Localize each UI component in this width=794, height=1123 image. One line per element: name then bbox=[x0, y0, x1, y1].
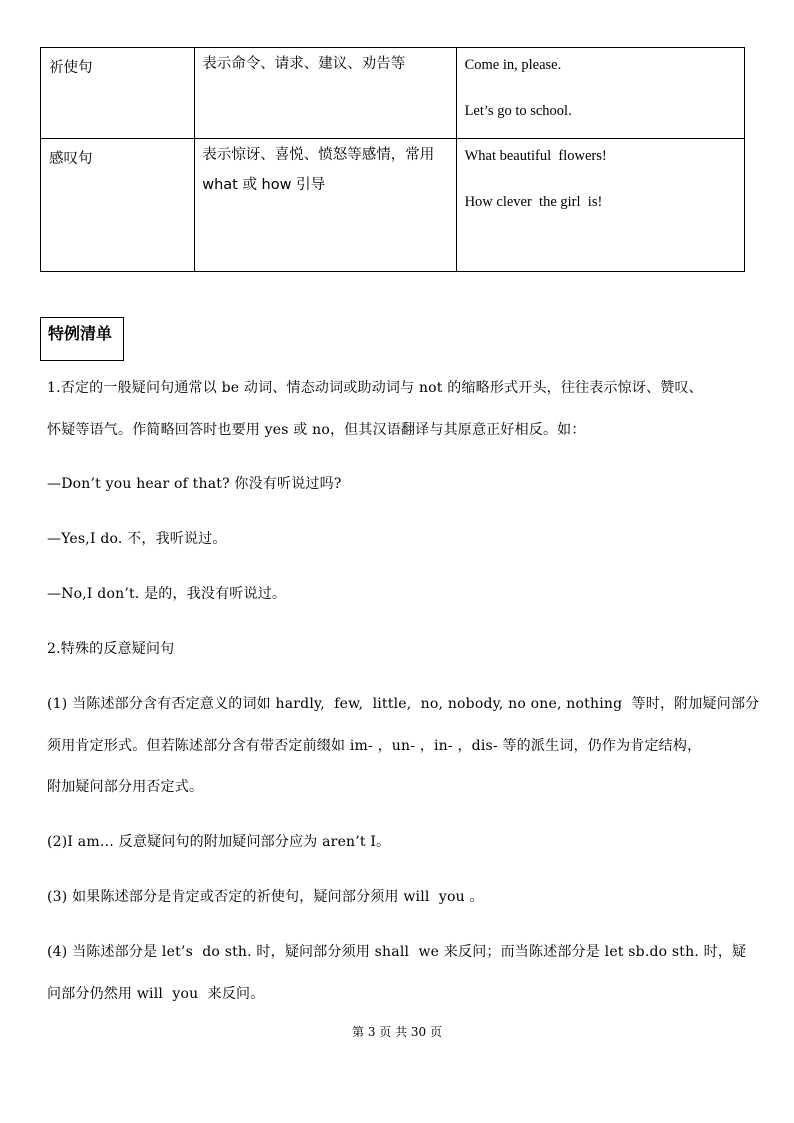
examples-cell bbox=[456, 48, 744, 139]
body-line: (1) 当陈述部分含有否定意义的词如 hardly, few, little, no, nobody, no one, nothing 等时，附加疑问部分 bbox=[47, 696, 760, 712]
sentence-type-table bbox=[40, 47, 745, 272]
body-line: —Don’t you hear of that? 你没有听说过吗? bbox=[47, 476, 342, 492]
description-cell: 表示惊讶、喜悦、愤怒等感情，常用 what 或 how 引导 bbox=[195, 139, 456, 272]
body-line: (2)I am… 反意疑问句的附加疑问部分应为 aren’t I。 bbox=[47, 834, 391, 850]
example-sentence: What beautiful flowers! bbox=[464, 148, 607, 164]
body-line: 1.否定的一般疑问句通常以 be 动词、情态动词或助动词与 not 的缩略形式开头，往往表示惊讶、赞叹、 bbox=[47, 380, 703, 396]
examples-cell bbox=[456, 139, 744, 272]
body-line: —No,I don’t. 是的，我没有听说过。 bbox=[47, 586, 287, 602]
table-row bbox=[41, 139, 745, 272]
page-number: 第 3 页 共 30 页 bbox=[352, 1025, 442, 1039]
section-heading: 特例清单 bbox=[48, 324, 113, 343]
body-line: (3) 如果陈述部分是肯定或否定的祈使句，疑问部分须用 will you 。 bbox=[47, 889, 484, 905]
body-line: 须用肯定形式。但若陈述部分含有带否定前缀如 im- ，un- ，in- ，dis- 等的派生词，仍作为肯定结构， bbox=[47, 738, 702, 754]
body-line: 怀疑等语气。作简略回答时也要用 yes 或 no，但其汉语翻译与其原意正好相反。如： bbox=[47, 422, 586, 438]
body-line: (4) 当陈述部分是 let’s do sth. 时，疑问部分须用 shall we 来反问；而当陈述部分是 let sb.do sth. 时，疑 bbox=[47, 944, 747, 960]
description-cell: 表示命令、请求、建议、劝告等 bbox=[195, 48, 456, 139]
body-line: 问部分仍然用 will you 来反问。 bbox=[47, 986, 265, 1002]
table-row bbox=[41, 48, 745, 139]
body-line: 附加疑问部分用否定式。 bbox=[47, 779, 204, 795]
example-sentence: Let’s go to school. bbox=[464, 103, 572, 119]
example-sentence: How clever the girl is! bbox=[464, 194, 603, 210]
sentence-type-cell: 感叹句 bbox=[41, 139, 195, 272]
sentence-type-cell: 祈使句 bbox=[41, 48, 195, 139]
body-line: —Yes,I do. 不，我听说过。 bbox=[47, 531, 227, 547]
section-heading-box bbox=[40, 317, 124, 361]
body-line: 2.特殊的反意疑问句 bbox=[47, 641, 175, 657]
example-sentence: Come in, please. bbox=[464, 57, 562, 73]
